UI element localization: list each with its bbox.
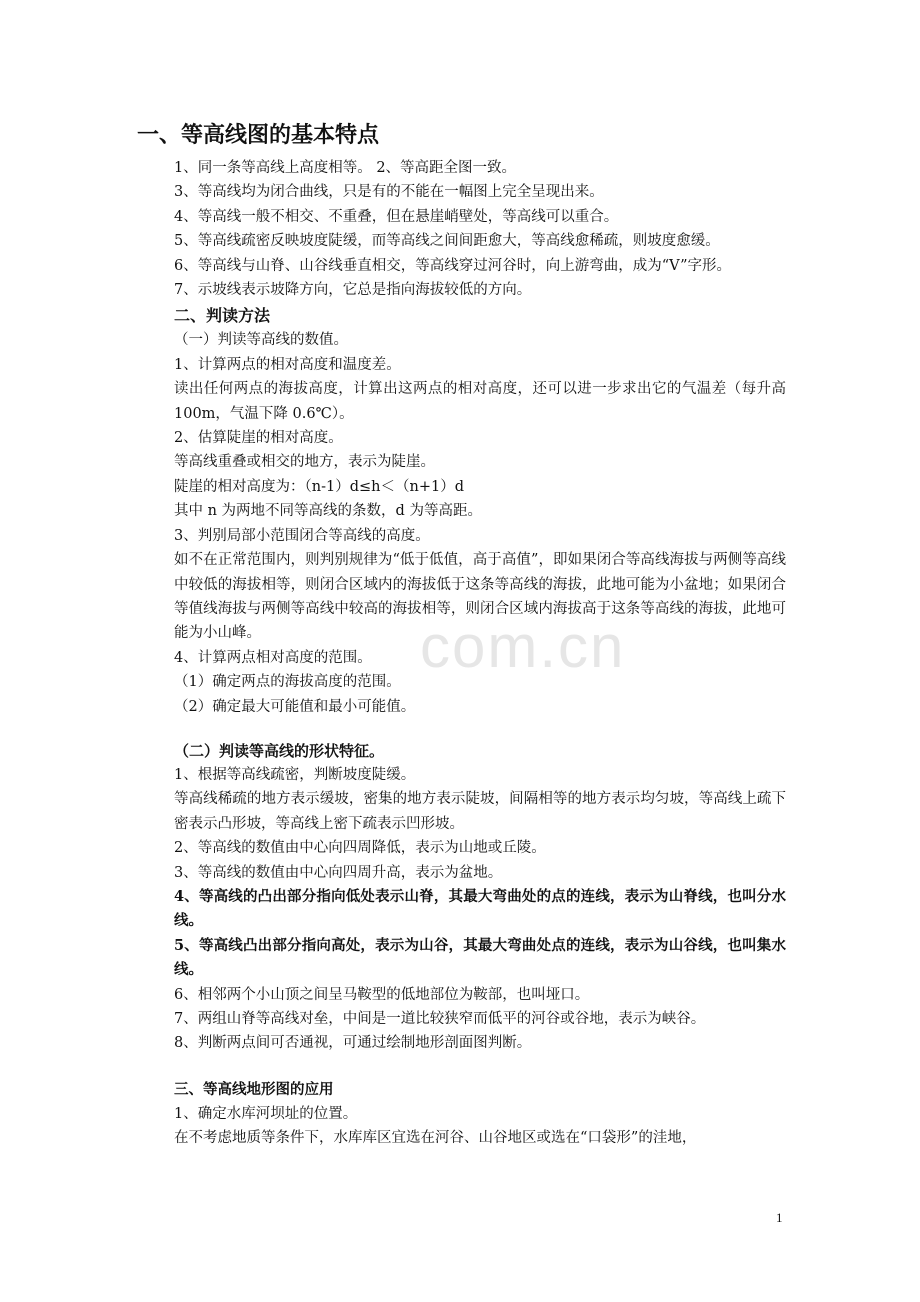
paragraph: 4、等高线一般不相交、不重叠，但在悬崖峭壁处，等高线可以重合。 xyxy=(174,208,619,225)
paragraph: 陡崖的相对高度为：（n-1）d≤h＜（n+1）d xyxy=(174,478,464,495)
section-2b-body xyxy=(174,763,786,1056)
paragraph: 1、根据等高线疏密，判断坡度陡缓。 xyxy=(174,766,416,783)
section-2a-body xyxy=(174,328,786,719)
paragraph: 读出任何两点的海拔高度，计算出这两点的相对高度，还可以进一步求出它的气温差（每升高 100m，气温下降 0.6℃）。 xyxy=(174,381,786,422)
paragraph: 8、判断两点间可否通视，可通过绘制地形剖面图判断。 xyxy=(174,1035,532,1052)
paragraph-bold: 4、等高线的凸出部分指向低处表示山脊，其最大弯曲处的点的连线，表示为山脊线，也叫分水线。 xyxy=(174,887,786,930)
section-2b-heading: （二）判读等高线的形状特征。 xyxy=(174,741,385,760)
paragraph: 1、计算两点的相对高度和温度差。 xyxy=(174,356,401,373)
paragraph: 4、计算两点相对高度的范围。 xyxy=(174,649,372,666)
paragraph: 7、两组山脊等高线对垒，中间是一道比较狭窄而低平的河谷或谷地，表示为峡谷。 xyxy=(174,1011,706,1027)
section-3-heading: 三、等高线地形图的应用 xyxy=(174,1081,334,1098)
paragraph: 3、判别局部小范围闭合等高线的高度。 xyxy=(174,527,430,544)
paragraph: 2、等高线的数值由中心向四周降低，表示为山地或丘陵。 xyxy=(174,840,546,857)
paragraph: 在不考虑地质等条件下，水库库区宜选在河谷、山谷地区或选在“口袋形”的洼地， xyxy=(174,1130,697,1147)
section-2-heading: 二、判读方法 xyxy=(174,306,271,326)
paragraph: 3、等高线均为闭合曲线，只是有的不能在一幅图上完全呈现出来。 xyxy=(174,184,604,201)
paragraph: （1）确定两点的海拔高度的范围。 xyxy=(174,674,401,691)
page-title: 一、等高线图的基本特点 xyxy=(137,123,380,148)
paragraph-bold: 5、等高线凸出部分指向高处，表示为山谷，其最大弯曲处点的连线，表示为山谷线，也叫集水线。 xyxy=(174,936,786,979)
paragraph: 7、示坡线表示坡降方向，它总是指向海拔较低的方向。 xyxy=(174,282,532,299)
paragraph: 等高线稀疏的地方表示缓坡，密集的地方表示陡坡，间隔相等的地方表示均匀坡，等高线上疏下密表示凸形坡，等高线上密下疏表示凹形坡。 xyxy=(174,791,786,832)
paragraph: 其中 n 为两地不同等高线的条数，d 为等高距。 xyxy=(174,503,482,520)
paragraph: 6、相邻两个小山顶之间呈马鞍型的低地部位为鞍部，也叫垭口。 xyxy=(174,986,590,1003)
paragraph: 等高线重叠或相交的地方，表示为陡崖。 xyxy=(174,454,435,471)
watermark: com.cn xyxy=(420,613,626,680)
paragraph: 1、同一条等高线上高度相等。 2、等高距全图一致。 xyxy=(174,160,517,176)
document-content xyxy=(137,118,786,1151)
paragraph: （一）判读等高线的数值。 xyxy=(174,332,348,349)
paragraph: 6、等高线与山脊、山谷线垂直相交，等高线穿过河谷时，向上游弯曲，成为“V”字形。 xyxy=(174,257,732,274)
page-number: 1 xyxy=(776,1210,783,1225)
section-1-body xyxy=(174,156,786,302)
paragraph: （2）确定最大可能值和最小可能值。 xyxy=(174,698,416,715)
paragraph: 2、估算陡崖的相对高度。 xyxy=(174,430,343,447)
paragraph: 如不在正常范围内，则判别规律为“低于低值，高于高值”，即如果闭合等高线海拔与两侧等高线中较低的海拔相等，则闭合区域内的海拔低于这条等高线的海拔，此地可能为小盆地；如果闭合等值线海拔与两侧等高线中较高的海拔相等，则闭合区域内海拔高于这条等高线的海拔，此地可能为小山峰。 xyxy=(174,552,786,642)
paragraph: 3、等高线的数值由中心向四周升高，表示为盆地。 xyxy=(174,864,503,881)
section-3-body xyxy=(174,1102,786,1151)
paragraph: 1、确定水库河坝址的位置。 xyxy=(174,1105,358,1122)
paragraph: 5、等高线疏密反映坡度陡缓，而等高线之间间距愈大，等高线愈稀疏，则坡度愈缓。 xyxy=(174,233,720,250)
